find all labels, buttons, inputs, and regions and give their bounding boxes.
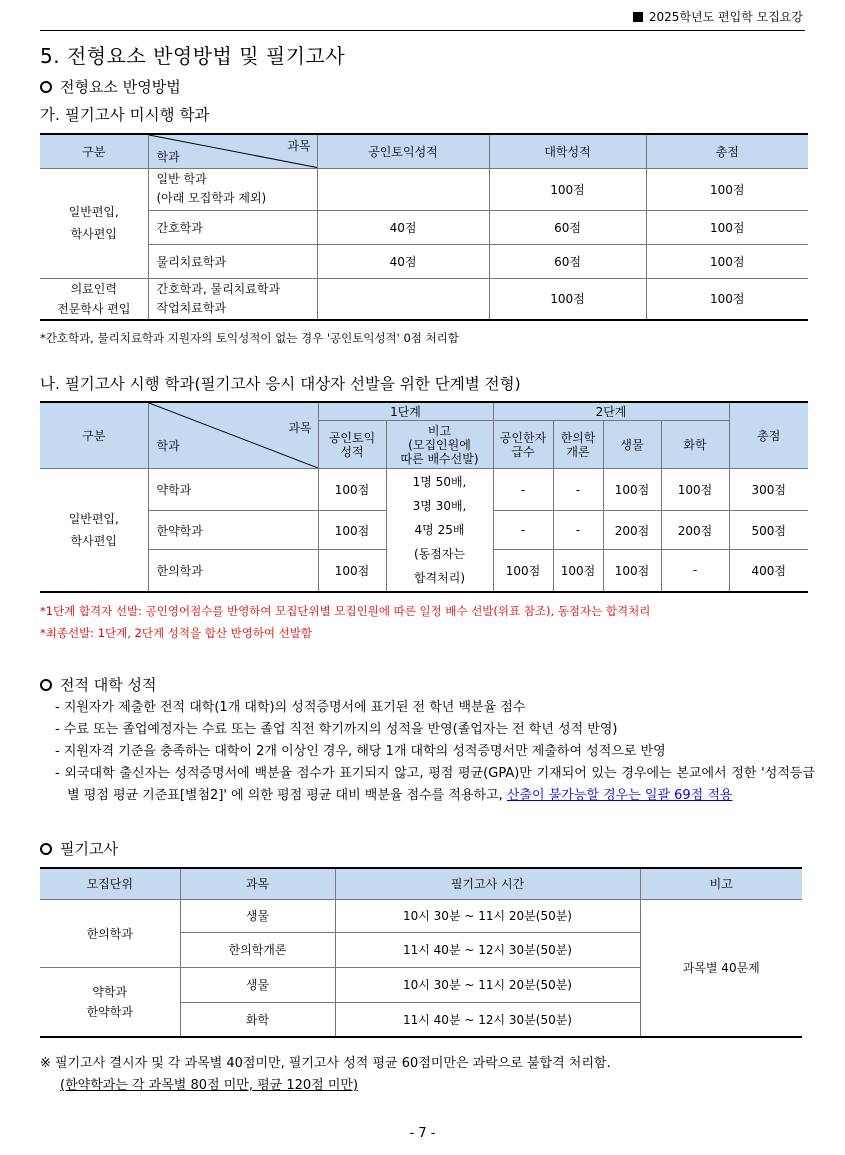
header-title: 2025학년도 편입학 모집요강 (648, 10, 803, 24)
square-bullet-icon (633, 12, 643, 22)
unit-cell: 약학과 한약학과 (40, 967, 180, 1037)
intro-cell: - (553, 469, 603, 511)
time-cell: 11시 40분 ~ 12시 30분(50분) (335, 932, 640, 967)
circle-bullet-icon (40, 81, 52, 93)
subject-cell: 한의학개론 (180, 932, 335, 967)
time-cell: 10시 30분 ~ 11시 20분(50분) (335, 899, 640, 932)
th-unit: 모집단위 (40, 868, 180, 899)
dept-cell: 간호학과, 물리치료학과 작업치료학과 (148, 278, 317, 320)
section-title: 5. 전형요소 반영방법 및 필기고사 (40, 44, 346, 68)
prior-grades-bullets (55, 697, 815, 807)
chem-cell: - (661, 550, 729, 592)
th-hanja: 공인한자 급수 (493, 421, 553, 469)
circle-bullet-icon (40, 679, 52, 691)
total-cell: 100점 (646, 278, 808, 320)
page-number: - 7 - (409, 1126, 436, 1141)
subheading-no-exam: 가. 필기고사 미시행 학과 (40, 106, 210, 124)
total-cell: 400점 (729, 550, 808, 592)
th-bio: 생물 (603, 421, 661, 469)
th-total: 총점 (729, 402, 808, 469)
total-cell: 500점 (729, 511, 808, 550)
th-univ: 대학성적 (489, 134, 646, 168)
total-cell: 100점 (646, 244, 808, 278)
hanja-cell: - (493, 511, 553, 550)
th-stage1: 1단계 (318, 402, 493, 421)
univ-cell: 60점 (489, 244, 646, 278)
th-intro: 한의학 개론 (553, 421, 603, 469)
intro-cell: - (553, 511, 603, 550)
heading-written-exam: 필기고사 (40, 838, 118, 859)
th-toeic: 공인토익 성적 (318, 421, 386, 469)
univ-cell: 100점 (489, 168, 646, 210)
bio-cell: 200점 (603, 511, 661, 550)
toeic-cell: 40점 (317, 210, 489, 244)
bio-cell: 100점 (603, 469, 661, 511)
total-cell: 100점 (646, 168, 808, 210)
toeic-cell: 100점 (318, 469, 386, 511)
note-exam-herbal: (한약학과는 각 과목별 80점 미만, 평균 120점 미만) (60, 1078, 359, 1093)
dept-cell: 약학과 (148, 469, 318, 511)
hanja-cell: - (493, 469, 553, 511)
univ-cell: 100점 (489, 278, 646, 320)
dept-cell: 한약학과 (148, 511, 318, 550)
table-exam-schedule (40, 867, 802, 1038)
link-text: 산출이 불가능할 경우는 일괄 69점 적용 (506, 788, 733, 803)
th-chem: 화학 (661, 421, 729, 469)
total-cell: 100점 (646, 210, 808, 244)
page-header (633, 8, 803, 25)
header-rule (40, 30, 805, 31)
th-toeic: 공인토익성적 (317, 134, 489, 168)
bullet-item: - 지원자격 기준을 충족하는 대학이 2개 이상인 경우, 해당 1개 대학의 성적증명서만 제출하여 성적으로 반영 (55, 744, 666, 759)
th-remark: 비고 (모집인원에 따른 배수선발) (386, 421, 493, 469)
th-gubun: 구분 (40, 134, 148, 168)
bullet-item: - 외국대학 출신자는 성적증명서에 백분율 점수가 표기되지 않고, 평점 평균(GPA)만 기재되어 있는 경우에는 본교에서 정한 '성적등급별 평점 평균 기준표[별첨2]' 에 의한 평점 평균 대비 백분율 점수를 적용하고, 산출이 불가능할 경우는 일괄 69점 적용 (55, 766, 815, 803)
toeic-cell (317, 168, 489, 210)
heading-selection-method: 전형요소 반영방법 (40, 76, 181, 97)
dept-cell: 한의학과 (148, 550, 318, 592)
subheading-exam: 나. 필기고사 시행 학과(필기고사 응시 대상자 선발을 위한 단계별 전형) (40, 375, 521, 393)
subject-cell: 생물 (180, 967, 335, 1002)
chem-cell: 200점 (661, 511, 729, 550)
univ-cell: 60점 (489, 210, 646, 244)
intro-cell: 100점 (553, 550, 603, 592)
total-cell: 300점 (729, 469, 808, 511)
subject-cell: 생물 (180, 899, 335, 932)
toeic-cell (317, 278, 489, 320)
group-general: 일반편입, 학사편입 (40, 168, 148, 278)
note-stage1: *1단계 합격자 선발: 공인영어점수를 반영하여 모집단위별 모집인원에 따른 일정 배수 선발(위표 참조), 동점자는 합격처리 (40, 604, 651, 618)
toeic-cell: 100점 (318, 511, 386, 550)
group-general: 일반편입, 학사편입 (40, 469, 148, 592)
time-cell: 11시 40분 ~ 12시 30분(50분) (335, 1002, 640, 1037)
bullet-item: - 수료 또는 졸업예정자는 수료 또는 졸업 직전 학기까지의 성적을 반영(졸업자는 전 학년 성적 반영) (55, 722, 618, 737)
th-subject: 과목 (180, 868, 335, 899)
time-cell: 10시 30분 ~ 11시 20분(50분) (335, 967, 640, 1002)
dept-cell: 일반 학과 (아래 모집학과 제외) (148, 168, 317, 210)
dept-cell: 간호학과 (148, 210, 317, 244)
th-remark: 비고 (640, 868, 802, 899)
note-toeic: *간호학과, 물리치료학과 지원자의 토익성적이 없는 경우 '공인토익성적' 0점 처리함 (40, 331, 459, 345)
chem-cell: 100점 (661, 469, 729, 511)
note-exam-fail: ※ 필기고사 결시자 및 각 과목별 40점미만, 필기고사 성적 평균 60점미만은 과락으로 불합격 처리함. (40, 1056, 611, 1071)
th-gubun: 구분 (40, 402, 148, 469)
remark-cell: 과목별 40문제 (640, 899, 802, 1037)
table-no-exam-depts (40, 133, 808, 321)
circle-bullet-icon (40, 843, 52, 855)
unit-cell: 한의학과 (40, 899, 180, 967)
bullet-item: - 지원자가 제출한 전적 대학(1개 대학)의 성적증명서에 표기된 전 학년 백분율 점수 (55, 700, 526, 715)
subject-cell: 화학 (180, 1002, 335, 1037)
bio-cell: 100점 (603, 550, 661, 592)
group-medical: 의료인력 전문학사 편입 (40, 278, 148, 320)
note-final: *최종선발: 1단계, 2단계 성적을 합산 반영하여 선발함 (40, 626, 313, 640)
hanja-cell: 100점 (493, 550, 553, 592)
th-diagonal: 과목 학과 (148, 134, 317, 168)
table-exam-depts (40, 401, 808, 593)
toeic-cell: 100점 (318, 550, 386, 592)
th-time: 필기고사 시간 (335, 868, 640, 899)
th-stage2: 2단계 (493, 402, 729, 421)
toeic-cell: 40점 (317, 244, 489, 278)
remark-cell: 1명 50배, 3명 30배, 4명 25배 (동점자는 합격처리) (386, 469, 493, 592)
heading-prior-grades: 전적 대학 성적 (40, 674, 156, 695)
th-total: 총점 (646, 134, 808, 168)
dept-cell: 물리치료학과 (148, 244, 317, 278)
th-diagonal: 과목 학과 (148, 402, 318, 469)
